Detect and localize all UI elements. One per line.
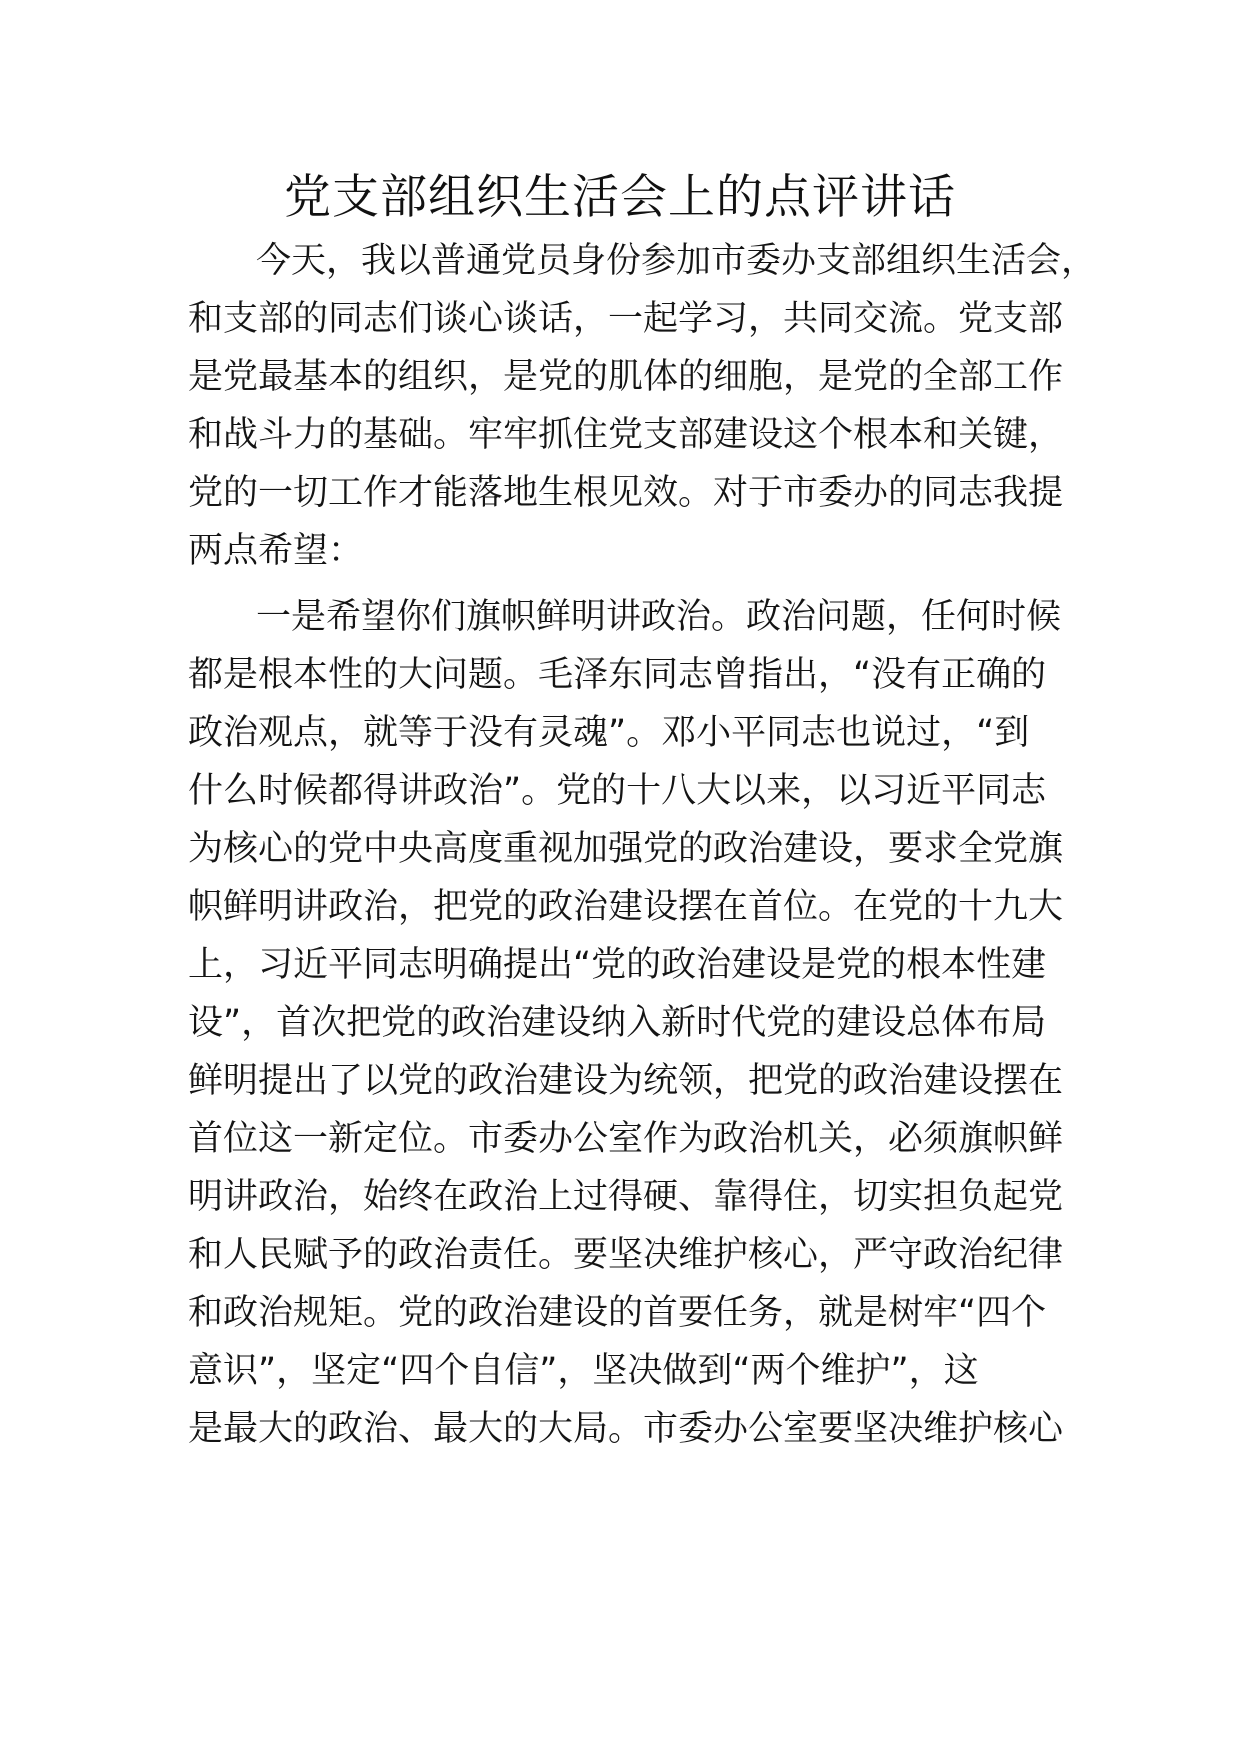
paragraph-line: 都是根本性的大问题。毛泽东同志曾指出，“没有正确的 — [188, 655, 1047, 695]
paragraph-line: 为核心的党中央高度重视加强党的政治建设，要求全党旗 — [188, 829, 1064, 869]
paragraph-line: 上，习近平同志明确提出“党的政治建设是党的根本性建 — [188, 945, 1047, 985]
paragraph-line: 帜鲜明讲政治，把党的政治建设摆在首位。在党的十九大 — [188, 887, 1064, 927]
paragraph-line: 一是希望你们旗帜鲜明讲政治。政治问题，任何时候 — [256, 597, 1062, 637]
paragraph-line: 党的一切工作才能落地生根见效。对于市委办的同志我提 — [188, 473, 1064, 513]
paragraph-line: 今天，我以普通党员身份参加市委办支部组织生活会， — [256, 241, 1097, 281]
paragraph-line: 是党最基本的组织，是党的肌体的细胞，是党的全部工作 — [188, 357, 1064, 397]
paragraph-line: 和政治规矩。党的政治建设的首要任务，就是树牢“四个 — [188, 1293, 1047, 1333]
document-title: 党支部组织生活会上的点评讲话 — [284, 170, 956, 225]
paragraph-line: 两点希望： — [188, 531, 364, 571]
paragraph-line: 首位这一新定位。市委办公室作为政治机关，必须旗帜鲜 — [188, 1119, 1064, 1159]
paragraph-line: 是最大的政治、最大的大局。市委办公室要坚决维护核心 — [188, 1409, 1064, 1449]
paragraph-line: 明讲政治，始终在政治上过得硬、靠得住，切实担负起党 — [188, 1177, 1064, 1217]
paragraph-line: 设”，首次把党的政治建设纳入新时代党的建设总体布局 — [188, 1003, 1047, 1043]
paragraph-line: 政治观点，就等于没有灵魂”。邓小平同志也说过，“到 — [188, 713, 1030, 753]
paragraph-line: 意识”，坚定“四个自信”，坚决做到“两个维护”，这 — [188, 1351, 979, 1391]
paragraph-line: 和支部的同志们谈心谈话，一起学习，共同交流。党支部 — [188, 299, 1064, 339]
paragraph-line: 鲜明提出了以党的政治建设为统领，把党的政治建设摆在 — [188, 1061, 1064, 1101]
paragraph-line: 和战斗力的基础。牢牢抓住党支部建设这个根本和关键， — [188, 415, 1064, 455]
paragraph-line: 什么时候都得讲政治”。党的十八大以来，以习近平同志 — [188, 771, 1047, 811]
paragraph-line: 和人民赋予的政治责任。要坚决维护核心，严守政治纪律 — [188, 1235, 1064, 1275]
